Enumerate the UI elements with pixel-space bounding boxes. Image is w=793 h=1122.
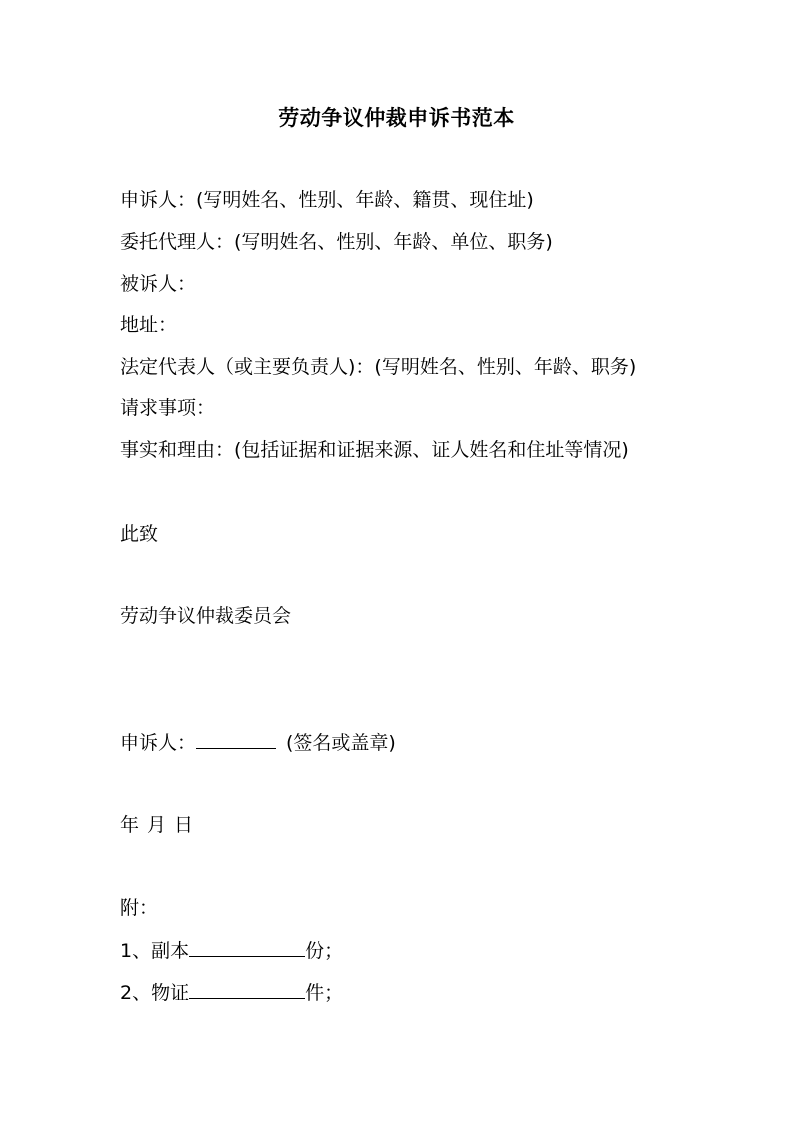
date-day: 日 <box>174 814 194 836</box>
field-agent: 委托代理人：(写明姓名、性别、年龄、单位、职务) <box>120 231 553 253</box>
attachment-unit: 件； <box>305 982 344 1004</box>
attachments-heading: 附： <box>120 897 159 919</box>
attachment-label: 2、物证 <box>120 982 190 1004</box>
signature-line <box>120 728 396 757</box>
field-legal-representative: 法定代表人（或主要负责人)：(写明姓名、性别、年龄、职务) <box>120 356 637 378</box>
attachment-unit: 份； <box>305 940 344 962</box>
field-address: 地址： <box>120 314 178 336</box>
date-line <box>120 811 193 839</box>
signature-label: 申诉人： <box>120 732 197 754</box>
document-title: 劳动争议仲裁申诉书范本 <box>278 106 515 130</box>
field-complainant: 申诉人：(写明姓名、性别、年龄、籍贯、现住址) <box>120 189 534 211</box>
attachment-item <box>120 978 343 1007</box>
attachment-blank <box>189 978 305 999</box>
field-facts-reasons: 事实和理由：(包括证据和证据来源、证人姓名和住址等情况) <box>120 439 629 461</box>
salutation: 此致 <box>120 523 159 545</box>
date-month: 月 <box>147 814 167 836</box>
signature-note: (签名或盖章) <box>286 732 396 754</box>
field-respondent: 被诉人： <box>120 273 197 295</box>
recipient: 劳动争议仲裁委员会 <box>120 605 292 627</box>
signature-blank <box>196 728 276 749</box>
attachment-blank <box>189 936 305 957</box>
attachment-label: 1、副本 <box>120 940 190 962</box>
attachment-item <box>120 936 343 965</box>
date-year: 年 <box>120 814 140 836</box>
field-request: 请求事项： <box>120 397 216 419</box>
